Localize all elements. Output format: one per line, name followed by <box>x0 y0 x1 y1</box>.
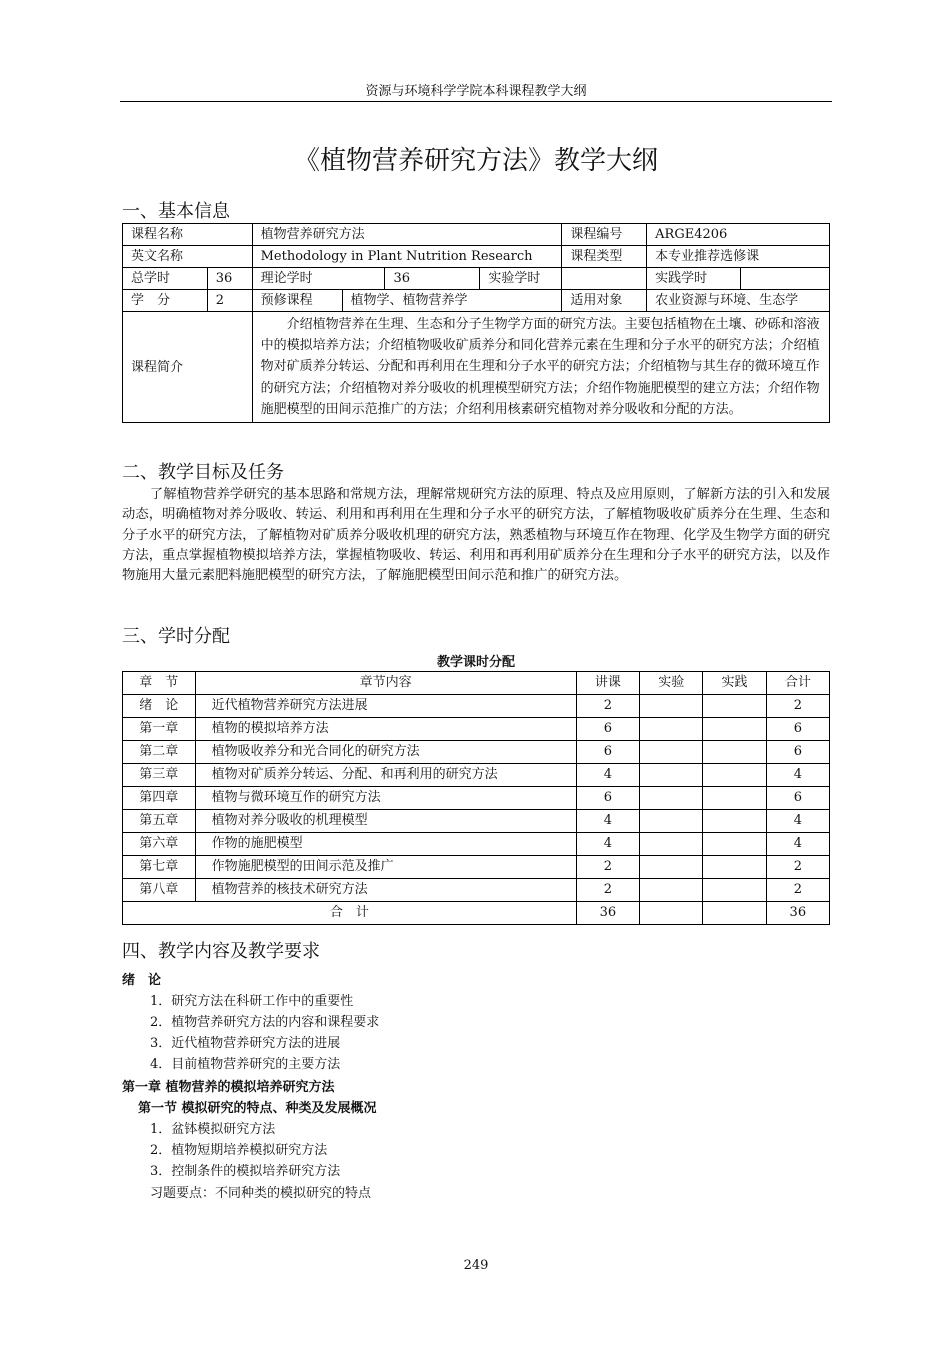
total-hours-cell: 2 <box>766 879 829 902</box>
list-item: 3．控制条件的模拟培养研究方法 <box>150 1164 341 1179</box>
course-name-label: 课程名称 <box>123 224 253 246</box>
table-row <box>123 741 830 764</box>
total-practice-cell <box>703 902 766 925</box>
list-item: 2．植物短期培养模拟研究方法 <box>150 1143 328 1158</box>
column-header: 实践 <box>703 672 766 695</box>
credit-value: 2 <box>207 290 252 312</box>
list-item: 3．近代植物营养研究方法的进展 <box>150 1036 341 1051</box>
list-item: 2．植物营养研究方法的内容和课程要求 <box>150 1015 380 1030</box>
section-objectives-heading: 二、教学目标及任务 <box>122 462 284 483</box>
total-hours-cell: 4 <box>766 810 829 833</box>
lab-hours-cell <box>640 718 703 741</box>
table-total-row <box>123 902 830 925</box>
content-cell: 作物的施肥模型 <box>195 833 576 856</box>
table-row <box>123 856 830 879</box>
prereq-label: 预修课程 <box>252 290 342 312</box>
course-code-value: ARGE4206 <box>647 224 830 246</box>
practice-hours-value <box>741 268 830 290</box>
content-cell: 植物营养的核技术研究方法 <box>195 879 576 902</box>
audience-label: 适用对象 <box>562 290 647 312</box>
lab-hours-value <box>562 268 647 290</box>
page-title: 《植物营养研究方法》教学大纲 <box>293 146 658 176</box>
lab-hours-cell <box>640 695 703 718</box>
column-header: 合计 <box>766 672 829 695</box>
column-header: 讲课 <box>576 672 639 695</box>
total-hours-cell: 2 <box>766 856 829 879</box>
chapter-cell: 第三章 <box>123 764 196 787</box>
credit-label: 学 分 <box>123 290 208 312</box>
lab-hours-cell <box>640 810 703 833</box>
chapter-cell: 第一章 <box>123 718 196 741</box>
column-header: 实验 <box>640 672 703 695</box>
chapter-cell: 第四章 <box>123 787 196 810</box>
content-cell: 植物对养分吸收的机理模型 <box>195 810 576 833</box>
lab-hours-cell <box>640 879 703 902</box>
header-rule <box>120 101 832 102</box>
practice-hours-cell <box>703 764 766 787</box>
intro-text: 介绍植物营养在生理、生态和分子生物学方面的研究方法。主要包括植物在土壤、砂砾和溶液中的模拟培养方法；介绍植物吸收矿质养分和同化营养元素在生理和分子水平的研究方法；介绍植物对矿质养分转运、分配和再利用在生理和分子水平的研究方法；介绍植物与其生存的微环境互作的研究方法；介绍植物对养分吸收的机理模型研究方法；介绍作物施肥模型的建立方法；介绍作物施肥模型的田间示范推广的方法；介绍利用核素研究植物对养分吸收和分配的方法。 <box>252 312 829 423</box>
course-name-value: 植物营养研究方法 <box>252 224 562 246</box>
table-row <box>123 787 830 810</box>
table-row <box>123 764 830 787</box>
total-hours-cell: 6 <box>766 718 829 741</box>
prereq-value: 植物学、植物营养学 <box>342 290 562 312</box>
english-name-label: 英文名称 <box>123 246 253 268</box>
chapter-cell: 绪 论 <box>123 695 196 718</box>
chapter-cell: 第六章 <box>123 833 196 856</box>
practice-hours-label: 实践学时 <box>647 268 741 290</box>
lab-hours-cell <box>640 764 703 787</box>
practice-hours-cell <box>703 718 766 741</box>
content-cell: 植物对矿质养分转运、分配、和再利用的研究方法 <box>195 764 576 787</box>
practice-hours-cell <box>703 856 766 879</box>
column-header: 章 节 <box>123 672 196 695</box>
content-cell: 近代植物营养研究方法进展 <box>195 695 576 718</box>
section-content-heading: 四、教学内容及教学要求 <box>122 941 320 962</box>
lecture-hours-cell: 2 <box>576 695 639 718</box>
lab-hours-cell <box>640 787 703 810</box>
total-hours-cell: 4 <box>766 833 829 856</box>
english-name-value: Methodology in Plant Nutrition Research <box>252 246 562 268</box>
lecture-hours-cell: 6 <box>576 741 639 764</box>
practice-hours-cell <box>703 879 766 902</box>
practice-hours-cell <box>703 810 766 833</box>
chapter-1-section-1-heading: 第一节 模拟研究的特点、种类及发展概况 <box>138 1101 377 1116</box>
section-hours-heading: 三、学时分配 <box>122 626 230 647</box>
practice-hours-cell <box>703 833 766 856</box>
lab-hours-cell <box>640 856 703 879</box>
content-cell: 植物与微环境互作的研究方法 <box>195 787 576 810</box>
lecture-hours-cell: 4 <box>576 833 639 856</box>
chapter-1-heading: 第一章 植物营养的模拟培养研究方法 <box>122 1080 335 1095</box>
content-cell: 植物的模拟培养方法 <box>195 718 576 741</box>
total-lab-cell <box>640 902 703 925</box>
table-row <box>123 879 830 902</box>
total-label-cell: 合 计 <box>123 902 577 925</box>
total-hours-value: 36 <box>207 268 252 290</box>
lecture-hours-cell: 2 <box>576 879 639 902</box>
hours-table-caption: 教学课时分配 <box>436 655 515 670</box>
content-cell: 植物吸收养分和光合同化的研究方法 <box>195 741 576 764</box>
total-hours-cell: 6 <box>766 787 829 810</box>
lecture-hours-cell: 2 <box>576 856 639 879</box>
table-row <box>123 833 830 856</box>
grand-total-cell: 36 <box>766 902 829 925</box>
chapter-cell: 第七章 <box>123 856 196 879</box>
intro-chapter-heading: 绪 论 <box>122 973 162 988</box>
course-type-value: 本专业推荐选修课 <box>647 246 830 268</box>
column-header: 章节内容 <box>195 672 576 695</box>
content-cell: 作物施肥模型的田间示范及推广 <box>195 856 576 879</box>
total-hours-label: 总学时 <box>123 268 208 290</box>
list-item: 1．研究方法在科研工作中的重要性 <box>150 994 354 1009</box>
practice-hours-cell <box>703 695 766 718</box>
lab-hours-cell <box>640 741 703 764</box>
intro-label: 课程简介 <box>123 312 253 423</box>
basic-info-table <box>122 223 830 423</box>
table-header-row <box>123 672 830 695</box>
chapter-cell: 第八章 <box>123 879 196 902</box>
table-row <box>123 810 830 833</box>
total-hours-cell: 4 <box>766 764 829 787</box>
table-row <box>123 695 830 718</box>
practice-hours-cell <box>703 787 766 810</box>
list-item: 4．目前植物营养研究的主要方法 <box>150 1057 341 1072</box>
lecture-hours-cell: 4 <box>576 764 639 787</box>
total-lecture-cell: 36 <box>576 902 639 925</box>
chapter-cell: 第五章 <box>123 810 196 833</box>
list-item: 1．盆钵模拟研究方法 <box>150 1122 276 1137</box>
theory-hours-value: 36 <box>385 268 480 290</box>
exercise-points: 习题要点：不同种类的模拟研究的特点 <box>150 1186 372 1201</box>
theory-hours-label: 理论学时 <box>252 268 385 290</box>
lab-hours-label: 实验学时 <box>480 268 562 290</box>
total-hours-cell: 2 <box>766 695 829 718</box>
course-code-label: 课程编号 <box>562 224 647 246</box>
lab-hours-cell <box>640 833 703 856</box>
page-number: 249 <box>463 1258 489 1273</box>
audience-value: 农业资源与环境、生态学 <box>647 290 830 312</box>
lecture-hours-cell: 6 <box>576 718 639 741</box>
table-row <box>123 718 830 741</box>
hours-table <box>122 671 830 925</box>
objectives-paragraph: 了解植物营养学研究的基本思路和常规方法，理解常规研究方法的原理、特点及应用原则，了解新方法的引入和发展动态，明确植物对养分吸收、转运、利用和再利用在生理和分子水平的研究方法，了解植物吸收矿质养分在生理、生态和分子水平的研究方法，了解植物对矿质养分吸收机理的研究方法，熟悉植物与环境互作在物理、化学及生物学方面的研究方法，重点掌握植物模拟培养方法，掌握植物吸收、转运、利用和再利用矿质养分在生理和分子水平的研究方法，以及作物施用大量元素肥料施肥模型的研究方法，了解施肥模型田间示范和推广的研究方法。 <box>122 487 830 584</box>
total-hours-cell: 6 <box>766 741 829 764</box>
section-basic-info-heading: 一、基本信息 <box>122 201 230 222</box>
course-type-label: 课程类型 <box>562 246 647 268</box>
practice-hours-cell <box>703 741 766 764</box>
chapter-cell: 第二章 <box>123 741 196 764</box>
running-header: 资源与环境科学学院本科课程教学大纲 <box>365 84 587 99</box>
lecture-hours-cell: 4 <box>576 810 639 833</box>
lecture-hours-cell: 6 <box>576 787 639 810</box>
